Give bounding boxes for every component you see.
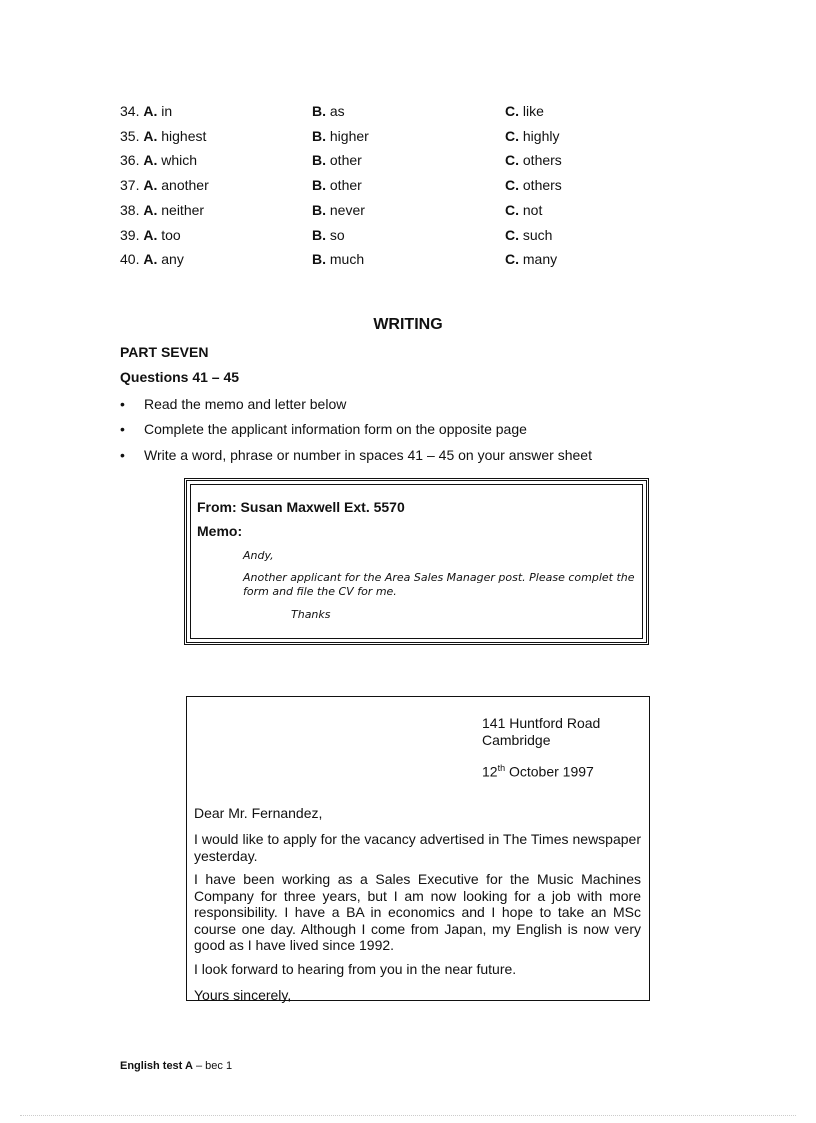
instruction-item [120,447,680,467]
option-letter: C. [505,202,519,218]
date-day: 12 [482,763,498,780]
instruction-item [120,421,680,441]
footer-divider [20,1115,796,1116]
question-number: 37. [120,177,140,193]
option-text: highly [522,128,560,144]
option-letter: C. [505,251,519,267]
option-text: which [161,152,198,168]
option-letter: A. [143,128,158,144]
option-letter: B. [312,177,326,193]
question-row [120,227,720,247]
letter-address [482,715,600,749]
instruction-text: Complete the applicant information form on the opposite page [144,421,527,437]
option-letter: C. [505,128,519,144]
option-b [312,227,345,243]
memo-body: Another applicant for the Area Sales Manager post. Please complet the form and file the CV for me. [243,571,635,598]
option-text: any [161,251,184,267]
address-line: 141 Huntford Road [482,715,601,731]
option-c [505,152,562,168]
memo-thanks: Thanks [291,608,331,621]
letter-paragraph: I look forward to hearing from you in the near future. [194,961,517,977]
option-text: other [329,177,362,193]
option-letter: B. [312,227,326,243]
option-text: others [522,152,562,168]
option-text: neither [161,202,205,218]
option-c [505,177,562,193]
letter-closing: Yours sincerely, [194,987,292,1003]
option-a [120,251,184,267]
footer-title: English test A [120,1060,193,1072]
option-letter: C. [505,152,519,168]
option-a [120,202,204,218]
option-letter: B. [312,128,326,144]
option-text: many [522,251,558,267]
date-rest: October 1997 [505,763,594,780]
letter-paragraph: I have been working as a Sales Executive for the Music Machines Company for three years, but I am now looking for a job with more responsibility. I have a BA in economics and I hope to take an MSc course one day. Although I come from Japan, my English is now very good as I have lived since 1992. [194,871,641,953]
option-text: another [161,177,209,193]
option-b [312,128,369,144]
letter-salutation: Dear Mr. Fernandez, [194,805,323,821]
option-b [312,152,362,168]
option-a [120,227,181,243]
option-letter: A. [143,202,158,218]
bullet-icon: • [120,447,125,463]
option-a [120,128,206,144]
question-number: 40. [120,251,140,267]
footer-code: – bec 1 [192,1060,233,1072]
option-text: too [161,227,181,243]
option-text: so [329,227,345,243]
instruction-text: Read the memo and letter below [144,396,347,412]
option-a [120,177,209,193]
option-text: highest [161,128,207,144]
bullet-icon: • [120,421,125,437]
option-letter: A. [143,227,158,243]
option-letter: A. [143,251,158,267]
question-row [120,202,720,222]
option-b [312,202,365,218]
option-text: other [329,152,362,168]
letter-box [186,696,650,1001]
page-footer [120,1060,232,1072]
question-number: 36. [120,152,140,168]
option-text: in [161,103,173,119]
option-c [505,251,557,267]
option-letter: C. [505,103,519,119]
option-b [312,251,364,267]
letter-paragraph: I would like to apply for the vacancy advertised in The Times newspaper yesterday. [194,831,641,864]
option-letter: B. [312,251,326,267]
option-c [505,202,542,218]
question-number: 35. [120,128,140,144]
option-letter: C. [505,177,519,193]
option-a [120,103,172,119]
memo-box [184,478,649,645]
option-letter: B. [312,152,326,168]
question-number: 34. [120,103,140,119]
option-b [312,103,345,119]
option-c [505,227,552,243]
memo-inner-frame [190,484,643,639]
option-text: much [329,251,365,267]
memo-label: Memo: [197,523,243,539]
option-text: like [522,103,544,119]
part-title: PART SEVEN [120,344,209,360]
date-suffix: th [497,763,506,773]
section-title: WRITING [373,316,443,333]
question-row [120,177,720,197]
option-c [505,103,544,119]
option-letter: A. [143,152,158,168]
option-letter: B. [312,103,326,119]
option-b [312,177,362,193]
question-row [120,251,720,271]
option-a [120,152,197,168]
letter-date [482,763,594,780]
question-number: 39. [120,227,140,243]
option-text: such [522,227,553,243]
question-number: 38. [120,202,140,218]
instruction-text: Write a word, phrase or number in spaces 41 – 45 on your answer sheet [144,447,592,463]
option-letter: C. [505,227,519,243]
questions-range: Questions 41 – 45 [120,369,240,385]
instruction-item [120,396,680,416]
memo-from: From: Susan Maxwell Ext. 5570 [197,499,405,515]
option-text: as [329,103,345,119]
option-text: others [522,177,562,193]
question-row [120,152,720,172]
question-row [120,128,720,148]
option-letter: B. [312,202,326,218]
option-letter: A. [143,177,158,193]
option-text: higher [329,128,369,144]
question-row [120,103,720,123]
option-text: not [522,202,543,218]
option-c [505,128,559,144]
option-text: never [329,202,365,218]
option-letter: A. [143,103,158,119]
address-line: Cambridge [482,732,551,748]
memo-greeting: Andy, [243,549,274,562]
bullet-icon: • [120,396,125,412]
